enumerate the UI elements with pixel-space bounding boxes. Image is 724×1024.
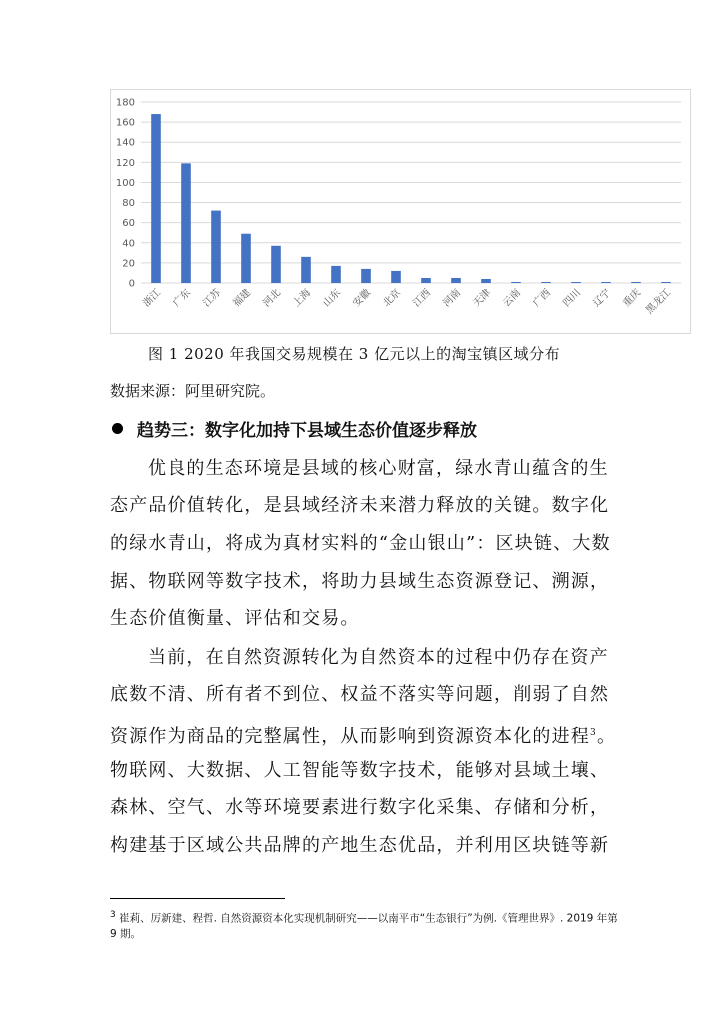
bar (511, 282, 521, 283)
bar (601, 282, 611, 283)
y-tick-label: 160 (115, 117, 135, 129)
x-tick-label: 河北 (261, 287, 284, 310)
bar (481, 279, 491, 283)
x-tick-label: 北京 (381, 287, 404, 310)
y-tick-label: 120 (115, 157, 135, 169)
para2-line: 底数不清、所有者不到位、权益不落实等问题，削弱了自然 (110, 684, 610, 705)
bar (391, 271, 401, 283)
para1-line: 据、物联网等数字技术，将助力县域生态资源登记、溯源， (110, 571, 610, 592)
bar (661, 282, 671, 283)
x-tick-label: 河南 (441, 287, 464, 310)
footnote (110, 908, 618, 942)
x-tick-label: 四川 (561, 287, 584, 310)
x-tick-label: 辽宁 (591, 287, 614, 310)
bar (631, 282, 641, 283)
x-tick-label: 黑龙江 (644, 287, 674, 317)
para2-line (110, 722, 620, 748)
y-tick-label: 80 (122, 198, 135, 210)
para1-line: 生态价值衡量、评估和交易。 (110, 608, 360, 629)
y-tick-label: 60 (122, 218, 135, 230)
bar (541, 282, 551, 283)
footnote-ref: 3 (590, 728, 597, 738)
bar (301, 257, 311, 283)
footnote-text: 崔莉、厉新建、程哲. 自然资源资本化实现机制研究——以南平市“生态银行”为例.《管理世界》. 2019 年第 9 期。 (110, 912, 618, 940)
para2-line-text: 资源作为商品的完整属性，从而影响到资源资本化的进程 (110, 726, 590, 747)
section-heading (110, 416, 477, 441)
bar (181, 163, 191, 283)
bar-chart (110, 89, 691, 334)
x-tick-label: 安徽 (351, 287, 374, 310)
y-tick-label: 140 (115, 137, 135, 149)
para2-line: 森林、空气、水等环境要素进行数字化采集、存储和分析， (110, 797, 610, 818)
y-tick-label: 100 (115, 177, 135, 189)
y-tick-label: 40 (122, 238, 135, 250)
bullet-icon (112, 423, 123, 434)
x-tick-label: 广西 (531, 287, 554, 310)
y-tick-label: 180 (115, 97, 135, 109)
para2-line: 物联网、大数据、人工智能等数字技术，能够对县域土壤、 (110, 760, 610, 781)
para2-line: 当前，在自然资源转化为自然资本的过程中仍存在资产 (148, 647, 609, 668)
x-tick-label: 江苏 (201, 287, 224, 310)
y-tick-label: 0 (128, 278, 135, 290)
para1-line: 态产品价值转化，是县域经济未来潜力释放的关键。数字化 (110, 495, 610, 516)
x-tick-label: 上海 (291, 287, 314, 310)
bar (241, 234, 251, 283)
x-tick-label: 天津 (471, 287, 494, 310)
bar (151, 114, 161, 283)
bar (211, 211, 221, 283)
x-tick-label: 浙江 (141, 287, 164, 310)
x-tick-label: 重庆 (621, 287, 644, 310)
bar (361, 269, 371, 283)
footnote-divider (110, 898, 285, 899)
para1-line: 的绿水青山，将成为真材实料的“金山银山”：区块链、大数 (110, 533, 611, 554)
figure-caption: 图 1 2020 年我国交易规模在 3 亿元以上的淘宝镇区域分布 (148, 345, 561, 363)
para2-line-tail: 。 (596, 726, 617, 747)
x-tick-label: 广东 (171, 287, 194, 310)
para2-line: 构建基于区域公共品牌的产地生态优品，并利用区块链等新 (110, 835, 610, 856)
chart-svg (111, 90, 692, 335)
bar (451, 278, 461, 283)
x-tick-label: 福建 (231, 287, 254, 310)
x-tick-label: 江西 (411, 287, 434, 310)
bar (331, 266, 341, 283)
x-tick-label: 山东 (321, 287, 344, 310)
section-heading-text: 趋势三：数字化加持下县域生态价值逐步释放 (137, 421, 477, 441)
bar (571, 282, 581, 283)
x-tick-label: 云南 (501, 287, 524, 310)
para1-line: 优良的生态环境是县域的核心财富，绿水青山蕴含的生 (148, 458, 609, 479)
bar (271, 246, 281, 283)
bar (421, 278, 431, 283)
footnote-marker: 3 (110, 910, 116, 920)
data-source: 数据来源：阿里研究院。 (110, 382, 276, 400)
y-tick-label: 20 (122, 258, 135, 270)
